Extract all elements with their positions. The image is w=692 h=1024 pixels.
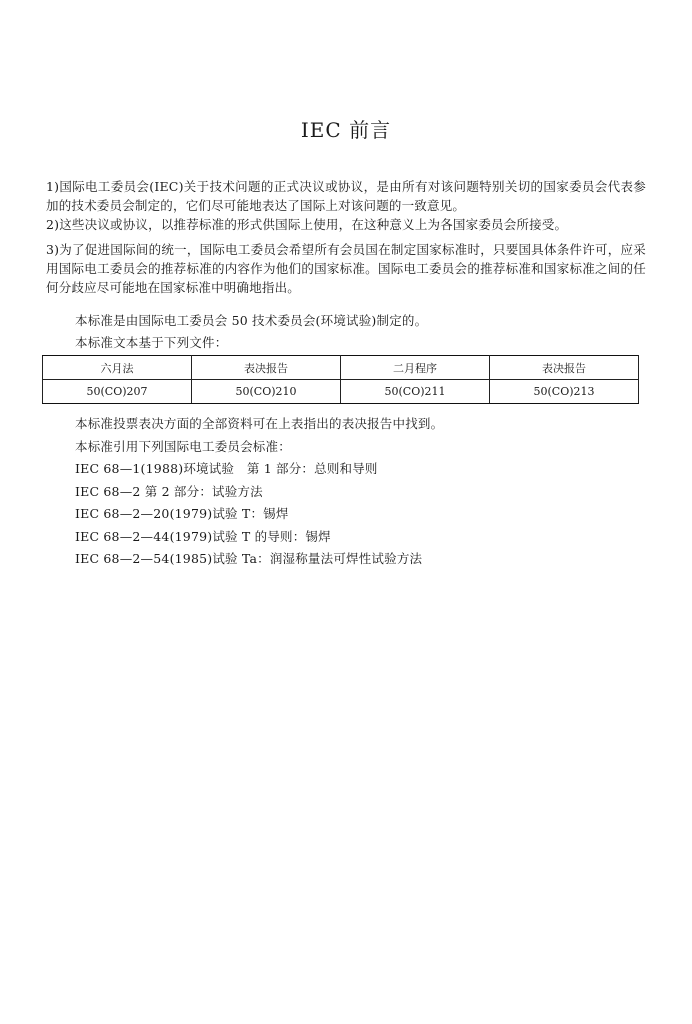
page-title: IEC 前言 — [300, 118, 392, 142]
table-header-cell: 表决报告 — [490, 356, 639, 380]
paragraph-1: 1)国际电工委员会(IEC)关于技术问题的正式决议或协议，是由所有对该问题特别关切的国家委员会代表参加的技术委员会制定的，它们尽可能地表达了国际上对该问题的一致意见。 — [46, 179, 646, 213]
table-row — [43, 380, 639, 404]
table-header-cell: 二月程序 — [341, 356, 490, 380]
paragraph-2: 2)这些决议或协议，以推荐标准的形式供国际上使用，在这种意义上为各国家委员会所接受。 — [46, 217, 568, 232]
paragraph-4: 本标准是由国际电工委员会 50 技术委员会(环境试验)制定的。 — [75, 313, 428, 328]
table-header-cell: 六月法 — [43, 356, 192, 380]
paragraph-3: 3)为了促进国际间的统一，国际电工委员会希望所有会员国在制定国家标准时，只要国具体条件许可，应采用国际电工委员会的推荐标准的内容作为他们的国家标准。国际电工委员会的推荐标准和国家标准之间的任何分歧应尽可能地在国家标准中明确地指出。 — [46, 242, 646, 295]
table-header-cell: 表决报告 — [192, 356, 341, 380]
table-cell: 50(CO)213 — [490, 380, 639, 404]
list-item: 本标准引用下列国际电工委员会标准： — [75, 438, 291, 454]
reference-list — [75, 413, 443, 571]
list-item: IEC 68—2—20(1979)试验 T：锡焊 — [75, 506, 289, 521]
table-header-row — [43, 356, 639, 380]
list-item: IEC 68—2 第 2 部分：试验方法 — [75, 483, 263, 499]
list-item: IEC 68—2—44(1979)试验 T 的导则：锡焊 — [75, 528, 331, 544]
table-cell: 50(CO)211 — [341, 380, 490, 404]
table-cell: 50(CO)207 — [43, 380, 192, 404]
paragraph-5: 本标准文本基于下列文件： — [75, 335, 228, 350]
list-item: 本标准投票表决方面的全部资料可在上表指出的表决报告中找到。 — [75, 416, 444, 431]
table-cell: 50(CO)210 — [192, 380, 341, 404]
documents-table — [42, 355, 639, 404]
list-item: IEC 68—2—54(1985)试验 Ta：润湿称量法可焊性试验方法 — [75, 551, 423, 566]
list-item: IEC 68—1(1988)环境试验 第 1 部分：总则和导则 — [75, 461, 378, 476]
